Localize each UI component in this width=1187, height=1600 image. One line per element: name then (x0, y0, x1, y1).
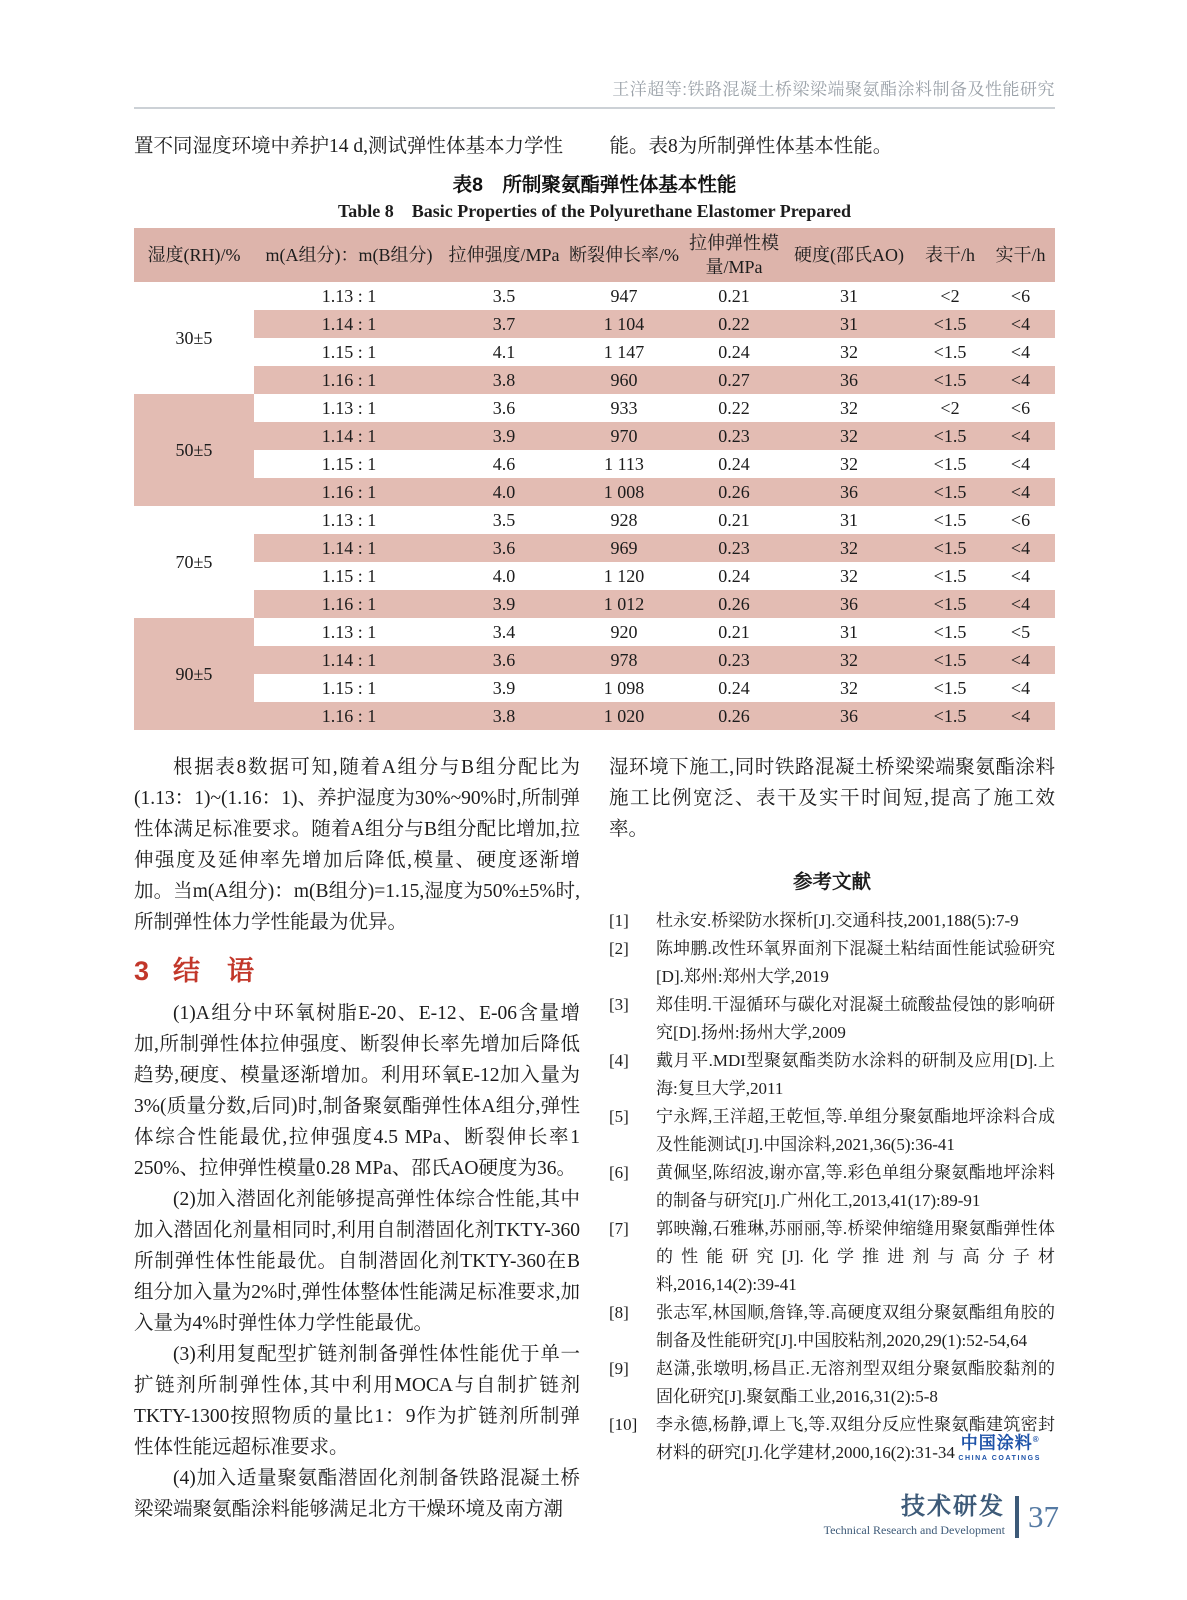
page-number: 37 (1028, 1499, 1059, 1534)
reference-number: [1] (609, 911, 629, 930)
footer-divider (1015, 1496, 1019, 1538)
column-header: 湿度(RH)/% (134, 228, 254, 282)
conclusion-paragraph-4: (4)加入适量聚氨酯潜固化剂制备铁路混凝土桥梁梁端聚氨酯涂料能够满足北方干燥环境及南方潮 (134, 1468, 580, 1520)
table-cell: <1.5 (914, 478, 986, 506)
table-cell: 1 012 (564, 590, 684, 618)
table-cell: 1 120 (603, 565, 645, 586)
column-header: 实干/h (986, 228, 1055, 282)
logo-zh-text (958, 1431, 1041, 1453)
table-row (134, 618, 1055, 646)
references-title: 参考文献 (792, 871, 871, 893)
reference-number: [5] (609, 1107, 629, 1126)
table-cell: 32 (840, 341, 858, 362)
table-cell: <4 (1010, 677, 1031, 698)
table-cell: 0.21 (718, 285, 750, 306)
table-cell: 32 (784, 422, 914, 450)
footer-section-en: Technical Research and Development (823, 1523, 1005, 1537)
reference-number: [2] (609, 939, 629, 958)
table-cell: <4 (986, 646, 1055, 674)
reference-item (609, 1103, 1055, 1159)
section-number: 3 (134, 956, 150, 986)
table-cell: 0.24 (718, 341, 750, 362)
table-cell: 31 (784, 310, 914, 338)
reference-text: 郑佳明.干湿循环与碳化对混凝土硫酸盐侵蚀的影响研究[D].扬州:扬州大学,2009 (656, 995, 1055, 1042)
table-cell: 0.26 (684, 590, 784, 618)
table-cell: 933 (610, 397, 638, 418)
table-row (134, 506, 1055, 534)
table-cell: 978 (564, 646, 684, 674)
table-cell: 0.27 (684, 366, 784, 394)
column-header: 拉伸强度/MPa (444, 228, 564, 282)
continuation-paragraph: 湿环境下施工,同时铁路混凝土桥梁梁端聚氨酯涂料施工比例宽泛、表干及实干时间短,提高了施工效率。 (609, 757, 1055, 840)
right-column (609, 752, 1055, 1525)
table-cell: 1.13 : 1 (321, 621, 377, 642)
intro-row (134, 131, 1055, 162)
table-cell: 32 (840, 677, 858, 698)
table-cell: <4 (986, 366, 1055, 394)
reference-item (609, 1299, 1055, 1355)
conclusion-paragraph-3: (3)利用复配型扩链剂制备弹性体性能优于单一扩链剂所制弹性体,其中利用MOCA与自制扩链剂TKTY-1300按照物质的量比1：9作为扩链剂所制弹性体性能远超标准要求。 (134, 1344, 580, 1458)
table-cell: 1.16 : 1 (254, 590, 444, 618)
table-cell: 0.21 (718, 621, 750, 642)
table-cell: <4 (986, 310, 1055, 338)
reference-text: 郭映瀚,石雅琳,苏丽丽,等.桥梁伸缩缝用聚氨酯弹性体的性能研究[J].化学推进剂与高分子材料,2016,14(2):39-41 (656, 1219, 1055, 1294)
table-cell: <6 (1010, 285, 1031, 306)
logo-en-text: CHINA COATINGS (958, 1454, 1041, 1462)
table-cell: 31 (840, 621, 858, 642)
reference-item (609, 991, 1055, 1047)
table-header-row (134, 228, 1055, 282)
logo-zh-label: 中国涂料 (960, 1433, 1033, 1453)
reference-item (609, 1047, 1055, 1103)
table-cell: <1.5 (933, 677, 967, 698)
table-cell: <6 (1010, 397, 1031, 418)
table-cell: 1.13 : 1 (321, 509, 377, 530)
table-cell: 3.6 (444, 646, 564, 674)
section-heading (134, 954, 580, 988)
conclusion-paragraph-2: (2)加入潜固化剂能够提高弹性体综合性能,其中加入潜固化剂量相同时,利用自制潜固化剂TKTY-360所制弹性体性能最优。自制潜固化剂TKTY-360在B组分加入量为2%时,弹性体整体性能满足标准要求,加入量为4%时弹性体力学性能最优。 (134, 1189, 580, 1334)
humidity-group-cell: 70±5 (175, 551, 213, 572)
table-cell: 32 (784, 646, 914, 674)
table-cell: 3.9 (492, 677, 516, 698)
reference-text: 陈坤鹏.改性环氧界面剂下混凝土粘结面性能试验研究[D].郑州:郑州大学,2019 (656, 939, 1055, 986)
table-cell: 3.9 (444, 422, 564, 450)
reference-text: 宁永辉,王洋超,王乾恒,等.单组分聚氨酯地坪涂料合成及性能测试[J].中国涂料,2021,36(5):36-41 (656, 1107, 1055, 1154)
table-row (134, 310, 1055, 338)
table-cell: 1.14 : 1 (254, 310, 444, 338)
table-cell: 1 113 (604, 453, 644, 474)
table-cell: 3.6 (444, 534, 564, 562)
table-row (134, 646, 1055, 674)
table-row (134, 450, 1055, 478)
table-row (134, 702, 1055, 730)
reference-number: [3] (609, 995, 629, 1014)
column-header: 表干/h (914, 228, 986, 282)
table-body (134, 282, 1055, 730)
table-cell: <1.5 (933, 509, 967, 530)
analysis-paragraph: 根据表8数据可知,随着A组分与B组分配比为(1.13：1)~(1.16：1)、养护湿度为30%~90%时,所制弹性体满足标准要求。随着A组分与B组分配比增加,拉伸强度及延伸率先增加后降低,模量、硬度逐渐增加。当m(A组分)：m(B组分)=1.15,湿度为50%±5%时,所制弹性体力学性能最为优异。 (134, 757, 580, 933)
reference-text: 黄佩坚,陈绍波,谢亦富,等.彩色单组分聚氨酯地坪涂料的制备与研究[J].广州化工,2013,41(17):89-91 (656, 1163, 1055, 1210)
humidity-group-cell: 50±5 (134, 394, 254, 506)
table-row (134, 422, 1055, 450)
table-cell: 3.4 (492, 621, 516, 642)
table-row (134, 674, 1055, 702)
body-columns (134, 752, 1055, 1525)
reference-text: 杜永安.桥梁防水探析[J].交通科技,2001,188(5):7-9 (656, 911, 1019, 930)
table-cell: 0.23 (684, 534, 784, 562)
table-row (134, 590, 1055, 618)
table-cell: 1.15 : 1 (321, 341, 377, 362)
table-cell: 1 008 (564, 478, 684, 506)
table-cell: 1.16 : 1 (254, 366, 444, 394)
table-cell: 947 (610, 285, 638, 306)
table-cell: <2 (940, 285, 960, 306)
intro-left-column-text: 置不同湿度环境中养护14 d,测试弹性体基本力学性 (134, 136, 564, 157)
table-cell: 0.24 (718, 677, 750, 698)
table-cell: 960 (564, 366, 684, 394)
table-cell: 0.23 (684, 422, 784, 450)
table-cell: 4.0 (444, 478, 564, 506)
reference-text: 张志军,林国顺,詹锋,等.高硬度双组分聚氨酯组角胶的制备及性能研究[J].中国胶粘剂,2020,29(1):52-54,64 (656, 1303, 1055, 1350)
running-head: 王洋超等:铁路混凝土桥梁梁端聚氨酯涂料制备及性能研究 (612, 80, 1055, 99)
table-cell: 1 098 (603, 677, 645, 698)
table-cell: <5 (1010, 621, 1031, 642)
table-cell: 1.14 : 1 (254, 646, 444, 674)
table-cell: 0.24 (718, 453, 750, 474)
table-cell: <1.5 (933, 453, 967, 474)
table-row (134, 562, 1055, 590)
china-coatings-logo (958, 1431, 1041, 1462)
reference-number: [4] (609, 1051, 629, 1070)
table-cell: 0.23 (684, 646, 784, 674)
reference-number: [8] (609, 1303, 629, 1322)
table-cell: <4 (1010, 341, 1031, 362)
table-row (134, 282, 1055, 310)
header-rule (134, 107, 1055, 109)
intro-right-column-text: 能。表8为所制弹性体基本性能。 (609, 136, 893, 157)
column-header: 拉伸弹性模量/MPa (684, 228, 784, 282)
table-cell: 920 (610, 621, 638, 642)
table-cell: 4.0 (492, 565, 516, 586)
table-cell: 0.22 (718, 397, 750, 418)
table-cell: 32 (840, 397, 858, 418)
table-cell: 0.26 (684, 478, 784, 506)
table-row (134, 534, 1055, 562)
table-cell: 970 (564, 422, 684, 450)
table-cell: 3.8 (444, 702, 564, 730)
table-cell: <4 (1010, 453, 1031, 474)
table-cell: 1.13 : 1 (321, 397, 377, 418)
table-cell: 3.8 (444, 366, 564, 394)
table-cell: <1.5 (914, 590, 986, 618)
table-cell: 36 (784, 366, 914, 394)
table-row (134, 478, 1055, 506)
table-cell: 969 (564, 534, 684, 562)
table-cell: 1.13 : 1 (321, 285, 377, 306)
reference-number: [9] (609, 1359, 629, 1378)
section-title: 结 语 (173, 956, 255, 986)
left-column (134, 752, 580, 1525)
table-cell: 1 104 (564, 310, 684, 338)
table-cell: <1.5 (914, 534, 986, 562)
column-header: m(A组分)：m(B组分) (254, 228, 444, 282)
table-cell: 4.6 (492, 453, 516, 474)
table-cell: <2 (940, 397, 960, 418)
table-cell: <1.5 (933, 565, 967, 586)
table-cell: 1 020 (564, 702, 684, 730)
table-cell: 1.14 : 1 (254, 534, 444, 562)
table-cell: 1 147 (603, 341, 645, 362)
reference-item (609, 1159, 1055, 1215)
footer-section-labels (824, 1494, 1005, 1538)
table-cell: 36 (784, 590, 914, 618)
table-cell: <1.5 (914, 422, 986, 450)
table-row (134, 338, 1055, 366)
table-cell: 1.15 : 1 (321, 677, 377, 698)
properties-table (134, 228, 1055, 730)
humidity-group-cell: 90±5 (134, 618, 254, 730)
reference-text: 赵潇,张墩明,杨昌正.无溶剂型双组分聚氨酯胶黏剂的固化研究[J].聚氨酯工业,2016,31(2):5-8 (656, 1359, 1055, 1406)
column-header: 硬度(邵氏AO) (784, 228, 914, 282)
table-cell: 3.6 (492, 397, 516, 418)
table-cell: 0.26 (684, 702, 784, 730)
table-cell: 1.14 : 1 (254, 422, 444, 450)
table-cell: <1.5 (914, 366, 986, 394)
table-row (134, 366, 1055, 394)
table-cell: <6 (1010, 509, 1031, 530)
table-cell: 3.7 (444, 310, 564, 338)
table-cell: <4 (986, 702, 1055, 730)
table-cell: 32 (840, 565, 858, 586)
footer-section-zh: 技术研发 (901, 1493, 1005, 1520)
reference-item (609, 1215, 1055, 1299)
reference-number: [7] (609, 1219, 629, 1238)
reference-item (609, 935, 1055, 991)
table-cell: 1.16 : 1 (254, 478, 444, 506)
table-cell: <1.5 (933, 621, 967, 642)
table-cell: <4 (1010, 565, 1031, 586)
table-cell: <4 (986, 590, 1055, 618)
reference-number: [6] (609, 1163, 629, 1182)
table-cell: 3.5 (492, 285, 516, 306)
table-cell: 31 (840, 509, 858, 530)
table-cell: 32 (840, 453, 858, 474)
table-cell: <4 (986, 422, 1055, 450)
table-cell: <1.5 (933, 341, 967, 362)
table-cell: <4 (986, 534, 1055, 562)
table-cell: <4 (986, 478, 1055, 506)
table-row (134, 394, 1055, 422)
table-cell: 4.1 (492, 341, 516, 362)
conclusion-paragraph-1: (1)A组分中环氧树脂E-20、E-12、E-06含量增加,所制弹性体拉伸强度、断裂伸长率先增加后降低趋势,硬度、模量逐渐增加。利用环氧E-12加入量为3%(质量分数,后同)时,制备聚氨酯弹性体A组分,弹性体综合性能最优,拉伸强度4.5 MPa、断裂伸长率1 250%、拉伸弹性模量0.28 MPa、邵氏AO硬度为36。 (134, 1003, 580, 1179)
table-cell: <1.5 (914, 310, 986, 338)
table-cell: 36 (784, 478, 914, 506)
table-cell: 0.21 (718, 509, 750, 530)
table-cell: 3.9 (444, 590, 564, 618)
table-cell: 1.15 : 1 (321, 565, 377, 586)
reference-item (609, 1355, 1055, 1411)
page-footer (824, 1494, 1059, 1538)
humidity-group-cell: 30±5 (175, 327, 213, 348)
table-cell: 31 (840, 285, 858, 306)
table-cell: 3.5 (492, 509, 516, 530)
table-cell: 0.24 (718, 565, 750, 586)
column-header: 断裂伸长率/% (564, 228, 684, 282)
references-list (609, 907, 1055, 1467)
table-cell: 1.16 : 1 (254, 702, 444, 730)
table-cell: 1.15 : 1 (321, 453, 377, 474)
registered-mark: ® (1032, 1435, 1039, 1444)
table-cell: 32 (784, 534, 914, 562)
table-caption-en: Table 8 Basic Properties of the Polyurethane Elastomer Prepared (337, 201, 852, 221)
reference-item (609, 907, 1055, 935)
table-cell: 36 (784, 702, 914, 730)
reference-text: 戴月平.MDI型聚氨酯类防水涂料的研制及应用[D].上海:复旦大学,2011 (656, 1051, 1055, 1098)
table-cell: 928 (610, 509, 638, 530)
table-cell: <1.5 (914, 646, 986, 674)
table-cell: 0.22 (684, 310, 784, 338)
table-caption-zh: 表8 所制聚氨酯弹性体基本性能 (452, 174, 737, 196)
reference-number: [10] (609, 1415, 638, 1434)
table-cell: <1.5 (914, 702, 986, 730)
reference-text: 李永德,杨静,谭上飞,等.双组分反应性聚氨酯建筑密封材料的研究[J].化学建材,2000,16(2):31-34 (656, 1415, 1055, 1462)
